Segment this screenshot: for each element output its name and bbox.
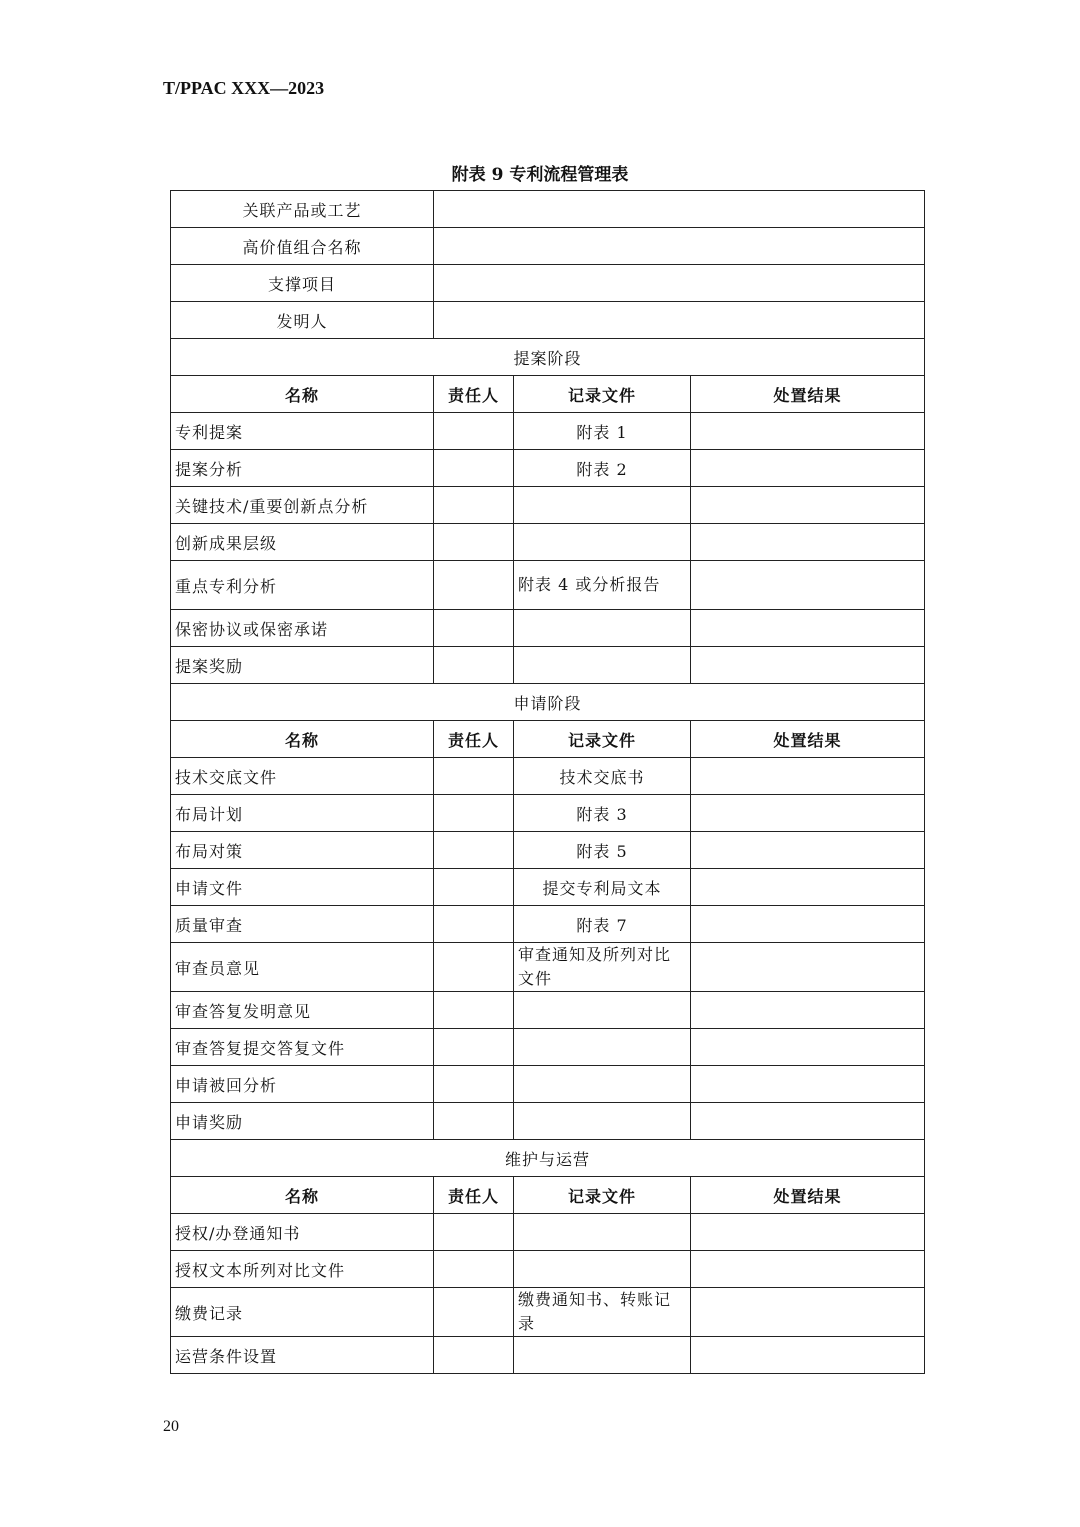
column-header-name: 名称: [171, 721, 434, 758]
row-owner: [434, 1337, 514, 1374]
info-value: [434, 302, 925, 339]
row-owner: [434, 795, 514, 832]
table-row: [171, 647, 925, 684]
row-record: 附表 2: [514, 450, 691, 487]
column-header-owner: 责任人: [434, 1177, 514, 1214]
row-result: [691, 1288, 925, 1337]
table-row: [171, 992, 925, 1029]
row-name: 运营条件设置: [171, 1337, 434, 1374]
info-row: [171, 228, 925, 265]
row-name: 创新成果层级: [171, 524, 434, 561]
info-row: [171, 302, 925, 339]
row-owner: [434, 906, 514, 943]
table-row: [171, 487, 925, 524]
row-name: 重点专利分析: [171, 561, 434, 610]
column-header-name: 名称: [171, 1177, 434, 1214]
row-owner: [434, 1214, 514, 1251]
row-result: [691, 869, 925, 906]
info-value: [434, 191, 925, 228]
row-name: 提案分析: [171, 450, 434, 487]
row-record: [514, 610, 691, 647]
info-row: [171, 265, 925, 302]
row-name: 审查员意见: [171, 943, 434, 992]
row-name: 关键技术/重要创新点分析: [171, 487, 434, 524]
table-row: [171, 906, 925, 943]
page-number: 20: [163, 1418, 179, 1435]
row-name: 授权文本所列对比文件: [171, 1251, 434, 1288]
row-record: [514, 1066, 691, 1103]
table-row: [171, 610, 925, 647]
table-row: [171, 795, 925, 832]
document-code: T/PPAC XXX—2023: [163, 78, 325, 98]
row-owner: [434, 647, 514, 684]
patent-process-table: [170, 190, 924, 1374]
table-row: [171, 524, 925, 561]
row-result: [691, 647, 925, 684]
table-row: [171, 943, 925, 992]
row-name: 申请奖励: [171, 1103, 434, 1140]
info-value: [434, 265, 925, 302]
row-record: 提交专利局文本: [514, 869, 691, 906]
row-record: 附表 4 或分析报告: [514, 561, 691, 610]
row-result: [691, 943, 925, 992]
section-title-row: [171, 684, 925, 721]
column-header-result: 处置结果: [691, 721, 925, 758]
section-title: 申请阶段: [171, 684, 925, 721]
row-name: 审查答复发明意见: [171, 992, 434, 1029]
table-row: [171, 869, 925, 906]
table-row: [171, 1337, 925, 1374]
info-row: [171, 191, 925, 228]
row-result: [691, 1066, 925, 1103]
column-header-record: 记录文件: [514, 721, 691, 758]
row-owner: [434, 832, 514, 869]
row-owner: [434, 1066, 514, 1103]
row-owner: [434, 413, 514, 450]
row-owner: [434, 1288, 514, 1337]
table-row: [171, 1103, 925, 1140]
row-owner: [434, 450, 514, 487]
row-result: [691, 758, 925, 795]
row-owner: [434, 1103, 514, 1140]
row-record: 附表 3: [514, 795, 691, 832]
row-record: 附表 7: [514, 906, 691, 943]
row-result: [691, 610, 925, 647]
column-header-owner: 责任人: [434, 721, 514, 758]
row-result: [691, 832, 925, 869]
section-title-row: [171, 339, 925, 376]
row-record: 附表 1: [514, 413, 691, 450]
column-header-result: 处置结果: [691, 376, 925, 413]
row-owner: [434, 943, 514, 992]
row-record: [514, 1103, 691, 1140]
row-name: 技术交底文件: [171, 758, 434, 795]
row-record: [514, 1251, 691, 1288]
row-name: 质量审查: [171, 906, 434, 943]
row-owner: [434, 758, 514, 795]
row-result: [691, 1214, 925, 1251]
row-owner: [434, 992, 514, 1029]
info-value: [434, 228, 925, 265]
row-name: 缴费记录: [171, 1288, 434, 1337]
column-header-record: 记录文件: [514, 376, 691, 413]
row-name: 申请文件: [171, 869, 434, 906]
row-owner: [434, 610, 514, 647]
row-record: [514, 992, 691, 1029]
table-row: [171, 1029, 925, 1066]
row-record: 附表 5: [514, 832, 691, 869]
info-label: 发明人: [171, 302, 434, 339]
row-record: [514, 524, 691, 561]
row-result: [691, 487, 925, 524]
row-record: 缴费通知书、转账记录: [514, 1288, 691, 1337]
row-record: 技术交底书: [514, 758, 691, 795]
row-result: [691, 413, 925, 450]
info-label: 高价值组合名称: [171, 228, 434, 265]
row-result: [691, 450, 925, 487]
row-record: [514, 487, 691, 524]
table-caption: 附表 9 专利流程管理表: [451, 165, 629, 185]
table-row: [171, 832, 925, 869]
row-result: [691, 1251, 925, 1288]
column-header-name: 名称: [171, 376, 434, 413]
row-owner: [434, 869, 514, 906]
row-result: [691, 524, 925, 561]
table-row: [171, 1066, 925, 1103]
table-row: [171, 1214, 925, 1251]
table-row: [171, 1251, 925, 1288]
section-title: 提案阶段: [171, 339, 925, 376]
column-header-row: [171, 1177, 925, 1214]
row-result: [691, 1029, 925, 1066]
row-result: [691, 795, 925, 832]
row-record: 审查通知及所列对比文件: [514, 943, 691, 992]
column-header-row: [171, 721, 925, 758]
table-row: [171, 413, 925, 450]
column-header-owner: 责任人: [434, 376, 514, 413]
row-owner: [434, 524, 514, 561]
info-label: 关联产品或工艺: [171, 191, 434, 228]
column-header-row: [171, 376, 925, 413]
row-record: [514, 1214, 691, 1251]
row-owner: [434, 487, 514, 524]
row-name: 布局计划: [171, 795, 434, 832]
table-row: [171, 450, 925, 487]
row-result: [691, 1337, 925, 1374]
row-name: 保密协议或保密承诺: [171, 610, 434, 647]
table-row: [171, 1288, 925, 1337]
row-result: [691, 561, 925, 610]
row-owner: [434, 1251, 514, 1288]
section-title: 维护与运营: [171, 1140, 925, 1177]
column-header-record: 记录文件: [514, 1177, 691, 1214]
row-owner: [434, 561, 514, 610]
section-title-row: [171, 1140, 925, 1177]
table-row: [171, 561, 925, 610]
info-label: 支撑项目: [171, 265, 434, 302]
row-name: 授权/办登通知书: [171, 1214, 434, 1251]
row-record: [514, 647, 691, 684]
table-row: [171, 758, 925, 795]
row-result: [691, 1103, 925, 1140]
row-name: 提案奖励: [171, 647, 434, 684]
row-name: 申请被回分析: [171, 1066, 434, 1103]
row-record: [514, 1029, 691, 1066]
row-name: 专利提案: [171, 413, 434, 450]
column-header-result: 处置结果: [691, 1177, 925, 1214]
row-record: [514, 1337, 691, 1374]
row-result: [691, 992, 925, 1029]
row-name: 布局对策: [171, 832, 434, 869]
row-name: 审查答复提交答复文件: [171, 1029, 434, 1066]
row-result: [691, 906, 925, 943]
row-owner: [434, 1029, 514, 1066]
